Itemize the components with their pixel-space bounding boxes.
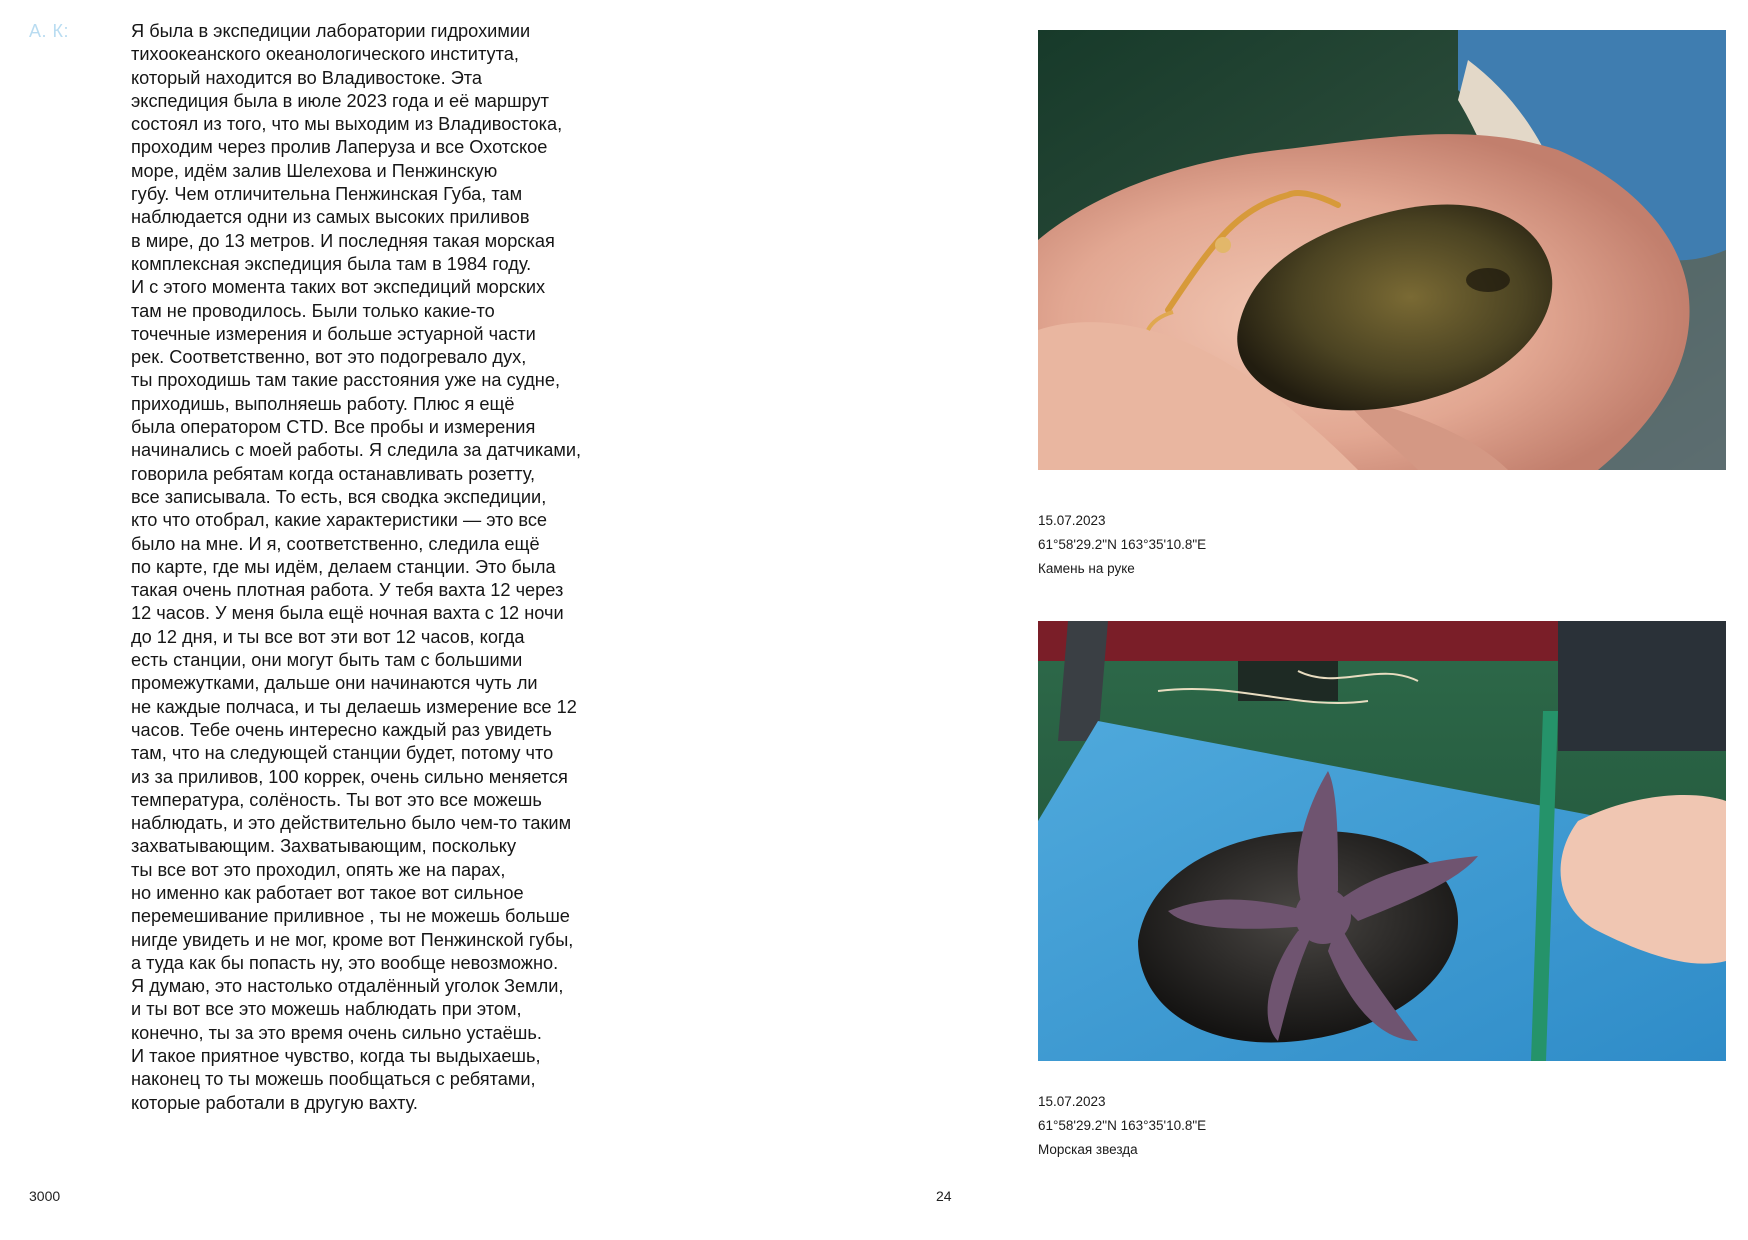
photo-caption-2 (1038, 1090, 1206, 1162)
text-line: который находится во Владивостоке. Эта (131, 67, 483, 88)
text-line: состоял из того, что мы выходим из Владивостока, (131, 114, 563, 135)
text-line: губу. Чем отличительна Пенжинская Губа, там (131, 184, 523, 205)
text-line: была оператором CTD. Все пробы и измерения (131, 417, 536, 438)
text-line: есть станции, они могут быть там с большими (131, 650, 523, 671)
caption-title: Камень на руке (1038, 561, 1135, 576)
running-footer: 3000 (29, 1188, 61, 1204)
text-line: конечно, ты за это время очень сильно устаёшь. (131, 1022, 542, 1043)
text-line: Я была в экспедиции лаборатории гидрохимии (131, 21, 531, 41)
page-number: 24 (936, 1188, 952, 1204)
text-line: И такое приятное чувство, когда ты выдыхаешь, (131, 1046, 541, 1067)
text-line: из за приливов, 100 коррек, очень сильно меняется (131, 766, 568, 787)
caption-date: 15.07.2023 (1038, 513, 1106, 528)
photo-caption-1 (1038, 509, 1206, 581)
text-line: комплексная экспедиция была там в 1984 году. (131, 253, 532, 274)
text-line: в мире, до 13 метров. И последняя такая морская (131, 230, 555, 251)
text-line: приходишь, выполняешь работу. Плюс я ещё (131, 393, 515, 414)
text-line: которые работали в другую вахту. (131, 1092, 418, 1113)
text-line: по карте, где мы идём, делаем станции. Это была (131, 556, 556, 577)
text-line: ты все вот это проходил, опять же на парах, (131, 859, 506, 880)
text-line: точечные измерения и больше эстуарной части (131, 323, 536, 344)
caption-coordinates: 61°58'29.2"N 163°35'10.8"E (1038, 537, 1207, 552)
caption-coordinates: 61°58'29.2"N 163°35'10.8"E (1038, 1118, 1207, 1133)
text-line: море, идём залив Шелехова и Пенжинскую (131, 160, 498, 181)
text-line: кто что отобрал, какие характеристики — это все (131, 510, 548, 531)
photo-sea-star (1038, 621, 1726, 1061)
text-line: до 12 дня, и ты все вот эти вот 12 часов, когда (131, 626, 525, 647)
text-line: было на мне. И я, соответственно, следила ещё (131, 533, 540, 554)
text-line: 12 часов. У меня была ещё ночная вахта с 12 ночи (131, 603, 564, 624)
text-line: а туда как бы попасть ну, это вообще невозможно. (131, 952, 559, 973)
text-line: но именно как работает вот такое вот сильное (131, 882, 524, 903)
speaker-label: А. К: (29, 21, 69, 41)
text-line: Я думаю, это настолько отдалённый уголок Земли, (131, 976, 564, 997)
text-line: тихоокеанского океанологического института, (131, 44, 519, 65)
text-line: наблюдать, и это действительно было чем-то таким (131, 813, 572, 834)
text-line: часов. Тебе очень интересно каждый раз увидеть (131, 719, 552, 740)
text-line: нигде увидеть и не мог, кроме вот Пенжинской губы, (131, 929, 574, 950)
photo-stone-on-hand (1038, 30, 1726, 470)
text-line: промежутками, дальше они начинаются чуть ли (131, 673, 538, 694)
text-line: перемешивание приливное , ты не можешь больше (131, 906, 570, 927)
text-line: рек. Соответственно, вот это подогревало дух, (131, 347, 527, 368)
text-line: экспедиция была в июле 2023 года и её маршрут (131, 90, 549, 111)
text-line: все записывала. То есть, вся сводка экспедиции, (131, 486, 547, 507)
text-line: наблюдается одни из самых высоких приливов (131, 207, 530, 228)
text-line: и ты вот все это можешь наблюдать при этом, (131, 999, 522, 1020)
text-line: ты проходишь там такие расстояния уже на судне, (131, 370, 561, 391)
caption-date: 15.07.2023 (1038, 1094, 1106, 1109)
interview-text (131, 20, 631, 1115)
text-line: говорила ребятам когда останавливать розетту, (131, 463, 536, 484)
text-line: температура, солёность. Ты вот это все можешь (131, 789, 542, 810)
text-line: захватывающим. Захватывающим, поскольку (131, 836, 517, 857)
text-line: там, что на следующей станции будет, потому что (131, 743, 554, 764)
text-line: проходим через пролив Лаперуза и все Охотское (131, 137, 548, 158)
text-line: не каждые полчаса, и ты делаешь измерение все 12 (131, 696, 577, 717)
caption-title: Морская звезда (1038, 1142, 1138, 1157)
text-line: наконец то ты можешь пообщаться с ребятами, (131, 1069, 536, 1090)
text-line: начинались с моей работы. Я следила за датчиками, (131, 440, 582, 461)
text-line: там не проводилось. Были только какие-то (131, 300, 495, 321)
text-line: такая очень плотная работа. У тебя вахта 12 через (131, 580, 564, 601)
text-line: И с этого момента таких вот экспедиций морских (131, 277, 546, 298)
